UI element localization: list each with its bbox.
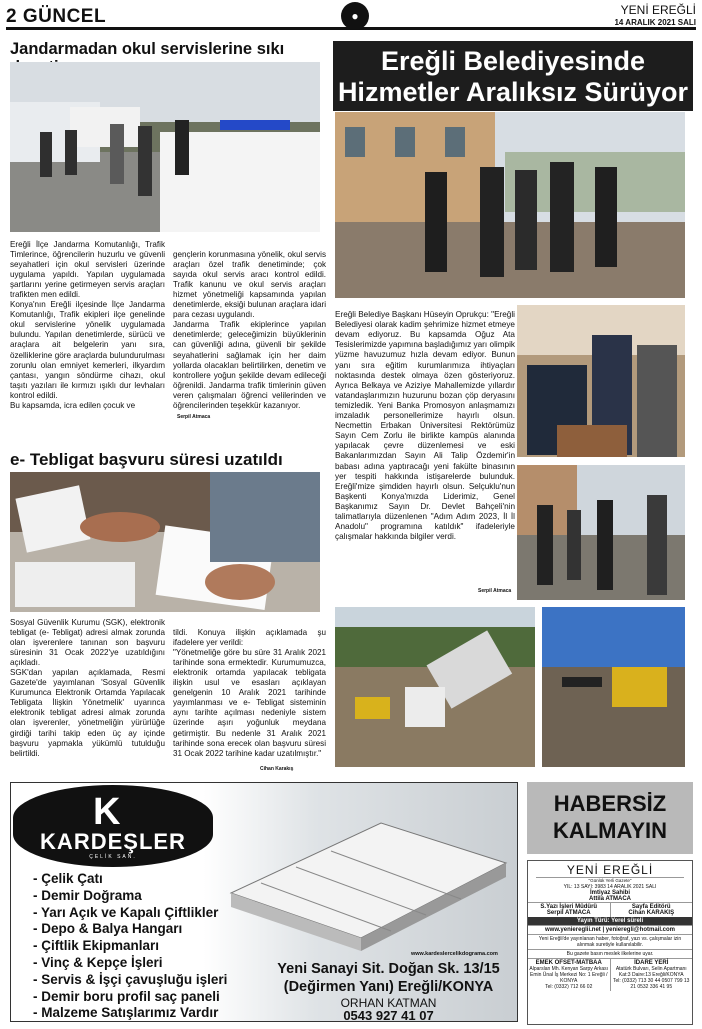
ad-address-line2: (Değirmen Yanı) Ereğli/KONYA	[283, 979, 494, 995]
imprint-office-tel: Tel: (0332) 713 30 44 0507 799 13 21 0532 336 41 95	[613, 978, 690, 990]
imprint-addresses	[528, 958, 692, 991]
ad-owner: ORHAN KATMAN	[340, 996, 437, 1010]
imprint-name: YENİ EREĞLİ	[536, 863, 684, 878]
feature-photo-group	[517, 465, 685, 600]
promo-box	[527, 782, 693, 854]
ad-phone: 0543 927 41 07	[343, 1008, 434, 1022]
ad-service-item: - Çelik Çatı	[33, 871, 103, 886]
ad-service-item: - Malzeme Satışlarımız Vardır	[33, 1005, 219, 1021]
imprint-notice: Yeni Ereğli'de yayınlanan haber, fotoğraf, yazı vs. çalışmalar izin alınmak suretiyle kullanılabilir.	[528, 934, 692, 949]
article1-col2	[173, 240, 326, 440]
imprint-owner-title: İmtiyaz Sahibi	[589, 890, 630, 896]
feature-main-photo	[335, 112, 685, 298]
promo-line2: KALMAYIN	[552, 818, 668, 843]
feature-body: Ereğli Belediye Başkanı Hüseyin Oprukçu: "Ereğli Belediyesi olarak kadim şehrimize hizmet etmeye devam ediyoruz. Bu kapsamda Oğuz Ata Tesislerimizde yapımına başladığımız yarı olimpik yüzme havuzumuz hızla devam ediyor. Bunun yanı sıra eğitim kurumlarımıza ihtiyaçları noktasında destek olmaya özen gösteriyoruz. Ayrıca Belkaya ve Aziziye Mahallemizde yıllardır vatandaşlarımızın huzurunu bozan çöp deryasını temizledik. Yeni Banka Promosyon anlaşmamızı imzaladık personellerimize hayırlı olsun. Necmettin Erbakan Üniversitesi Rektörümüz Sayın Cem Zorlu ile birlikte kampüs alanında yapılacak çevre düzenlemesi ve eski Bakanlarımızdan Sayın Ali Talip Özdemir'in babası adına yaptıracağı yeni fakülte binasının yer tespiti hakkında istişarelerde bulunduk. Ereğli'mize şimdiden hayırlı olsun. Selçuklu'nun Başkenti Konya'mızda Liderimiz, Genel Başkanımız Sayın Dr. Devlet Bahçeli'nin talimatlarıyla düzenlenen "Adım Adım 2023, İl İl Anadolu" programına katıldık" ifadeleriyle çalışmalar hakkında bilgiler verdi.	[335, 310, 515, 542]
imprint-box	[527, 860, 693, 1025]
article2-col2	[173, 618, 326, 778]
imprint-page-editor-name: Cihan KARAKIŞ	[628, 910, 675, 916]
issue-date: 14 ARALIK 2021 SALI	[614, 18, 696, 27]
article1-col1: Ereğli İlçe Jandarma Komutanlığı, Trafik Timlerince, öğrencilerin huzurlu ve güvenli seyahatleri için okul servisleri üzerinde uygulama yapıldı. Yapılan uygulamada şartlarını yerine getirmeyen servis araçları trafikten men edildi. Konya'nın Ereğli ilçesinde İlçe Jandarma Komutanlığı, Trafik ekipleri ilçe genelinde okul servislerine yönelik uygulamada bulundu. Yapılan denetimlerde, sürücü ve araçlara ait belgelerin yanı sıra, özelliklerine göre araçlarda bulundurulması zorunlu olan emniyet kemerleri, ilkyardım çantası, yangın söndürme cihazı, okul taşıtı yazıları ile kırmızı ışıklı dur levhaları kontrol edildi. Bu kapsamda, icra edilen çocuk ve	[10, 240, 165, 410]
imprint-contact: www.yeniereglii.net | yenieregli@hotmail.com	[528, 925, 692, 934]
kardesler-advertisement	[10, 782, 518, 1022]
ad-service-list	[33, 871, 227, 1022]
ad-address-line1: Yeni Sanayi Sit. Doğan Sk. 13/15	[277, 961, 500, 977]
feature-photo-excavator	[542, 607, 685, 767]
ad-service-item: - Çiftlik Ekipmanları	[33, 938, 160, 954]
newspaper-brand: YENİ EREĞLİ	[620, 3, 696, 17]
kardesler-k-icon: K	[93, 791, 121, 833]
article2-col2-text: tildi. Konuya ilişkin açıklamada şu ifadelere yer verildi: "Yönetmeliğe göre bu süre 31 Aralık 2021 tarihinde sona ermektedir. Kurumumuzca, elektronik ortamda yapılacak tebligata ilişkin usul ve esasları açıklayan genelgenin 10 Aralık 2021 tarihinde yayımlanması ve e- Tebligat sisteminin aynı tarihte açılması nedeniyle sistem üzerinde aşırı yoğunluk meydana getirmiştir. Bu nedenle 31 Aralık 2021 tarihinde sona erecek olan başvuru süresi 31 Ocak 2022 tarihine kadar uzatılmıştır."	[173, 628, 326, 758]
article1-col2-text: gençlerin korunmasına yönelik, okul servis araçları özel trafik denetiminde; çok sayıda okul servis aracı kontrol edildi. Trafik kanunu ve okul servis araçları hizmet yönetmeliği kapsamında yapılan denetimlerde, eksiği bulunan araçlara idari para cezası uygulandı. Jandarma Trafik ekiplerince yapılan denetimlerde; geleceğimizin büyüklerinin can güvenliği adına, güvenli bir şekilde seyahatlerini sağlamak için her daim yollarda olacakları belirtilirken, denetim ve kontrollere yoğun şekilde devam edileceği öğrenildi. Jandarma trafik timlerinin güven veren çalışmaları öğrenci velilerinden ve öğrencilerinden teşekkür kazanıyor.	[173, 250, 326, 410]
ad-service-item: - Servis & İşçi çavuşluğu işleri	[33, 971, 228, 987]
article2-credit: Cihan Karakış	[260, 766, 294, 772]
ad-service-item: - Demir boru profil saç paneli	[33, 988, 220, 1004]
imprint-office-address: Atatürk Bulvarı, Selin Apartmanı Kat:3 Daire:13 Ereğli/KONYA	[615, 966, 687, 978]
imprint-ethics: Bu gazete basın meslek ilkelerine uyar.	[528, 949, 692, 958]
ad-brand-sub: ÇELİK SAN.	[89, 854, 137, 860]
feature-credit: Serpil Atmaca	[478, 588, 512, 594]
imprint-slogan: "Günlük Yerli Gazete"	[588, 878, 632, 883]
article1-headline: Jandarmadan okul servislerine sıkı	[10, 40, 285, 58]
ad-brand: KARDEŞLER	[40, 829, 186, 854]
page-header	[6, 3, 696, 30]
imprint-editor-name: Serpil ATMACA	[546, 910, 591, 916]
feature-title	[333, 41, 693, 111]
feature-photo-office	[517, 305, 685, 457]
imprint-type: Yayın Türü: Yerel süreli	[528, 917, 692, 925]
article1-credit: Serpil Atmaca	[177, 413, 211, 420]
article2-headline: e- Tebligat başvuru süresi uzatıldı	[10, 450, 283, 469]
ad-service-item: - Vinç & Kepçe İşleri	[33, 954, 163, 970]
kardesler-logo	[13, 785, 213, 867]
feature-title-line2: Hizmetler Aralıksız Sürüyor	[337, 77, 689, 107]
imprint-editor-title: S.Yazı İşleri Müdürü	[540, 904, 598, 910]
imprint-office-title: İDARE YERİ	[634, 960, 669, 966]
warehouse-illustration	[221, 803, 511, 953]
imprint-issue: YIL: 13 SAYI: 3983 14 ARALIK 2021 SALI	[563, 884, 657, 890]
article2-photo	[10, 472, 320, 612]
imprint-print-address: Alparslan Mh. Kenyan Sarpy Arkası Emin Ünal İş Merkezi No: 1 Ereğli / KONYA	[529, 966, 609, 984]
imprint-print-title: EMEK OFSET-MATBAA	[535, 960, 602, 966]
newspaper-logo-icon: ●	[341, 2, 369, 30]
ad-service-item: - Demir Doğrama	[33, 887, 142, 903]
page-label: 2 GÜNCEL	[6, 6, 107, 27]
promo-line1: HABERSİZ	[553, 791, 667, 816]
feature-title-line1: Ereğli Belediyesinde	[380, 46, 646, 76]
imprint-print-tel: Tel: (0332) 712 66 02	[545, 984, 593, 990]
feature-text	[335, 300, 515, 542]
imprint-editors	[528, 902, 692, 917]
ad-service-item: - Depo & Balya Hangarı	[33, 921, 183, 937]
ad-service-item: - Yarı Açık ve Kapalı Çiftlikler	[33, 904, 219, 920]
imprint-page-editor-title: Sayfa Editörü	[631, 904, 671, 910]
imprint-owner-name: Attila ATMACA	[589, 896, 631, 902]
article1-photo	[10, 62, 320, 232]
article2-col1: Sosyal Güvenlik Kurumu (SGK), elektronik tebligat (e- Tebligat) adresi almak zorunda olan işverenlere tanınan son başvuru süresinin 31 Ocak 2022'ye uzatıldığını açıkladı. SGK'dan yapılan açıklamada, Resmi Gazete'de yayımlanan 'Sosyal Güvenlik Kurumunca Elektronik Ortamda Yapılacak Tebligata İlişkin Yönetmelik' uyarınca elektronik tebligat adresi almak zorunda olan işverenler, yönetmeliğin yürürlüğe girdiği tarihi takip eden üç ay içinde başvuru yapmakla yükümlü tutulduğu belirtildi.	[10, 618, 165, 758]
ad-website: www.kardeslercelikdograma.com	[411, 951, 498, 957]
feature-photo-truck	[335, 607, 535, 767]
